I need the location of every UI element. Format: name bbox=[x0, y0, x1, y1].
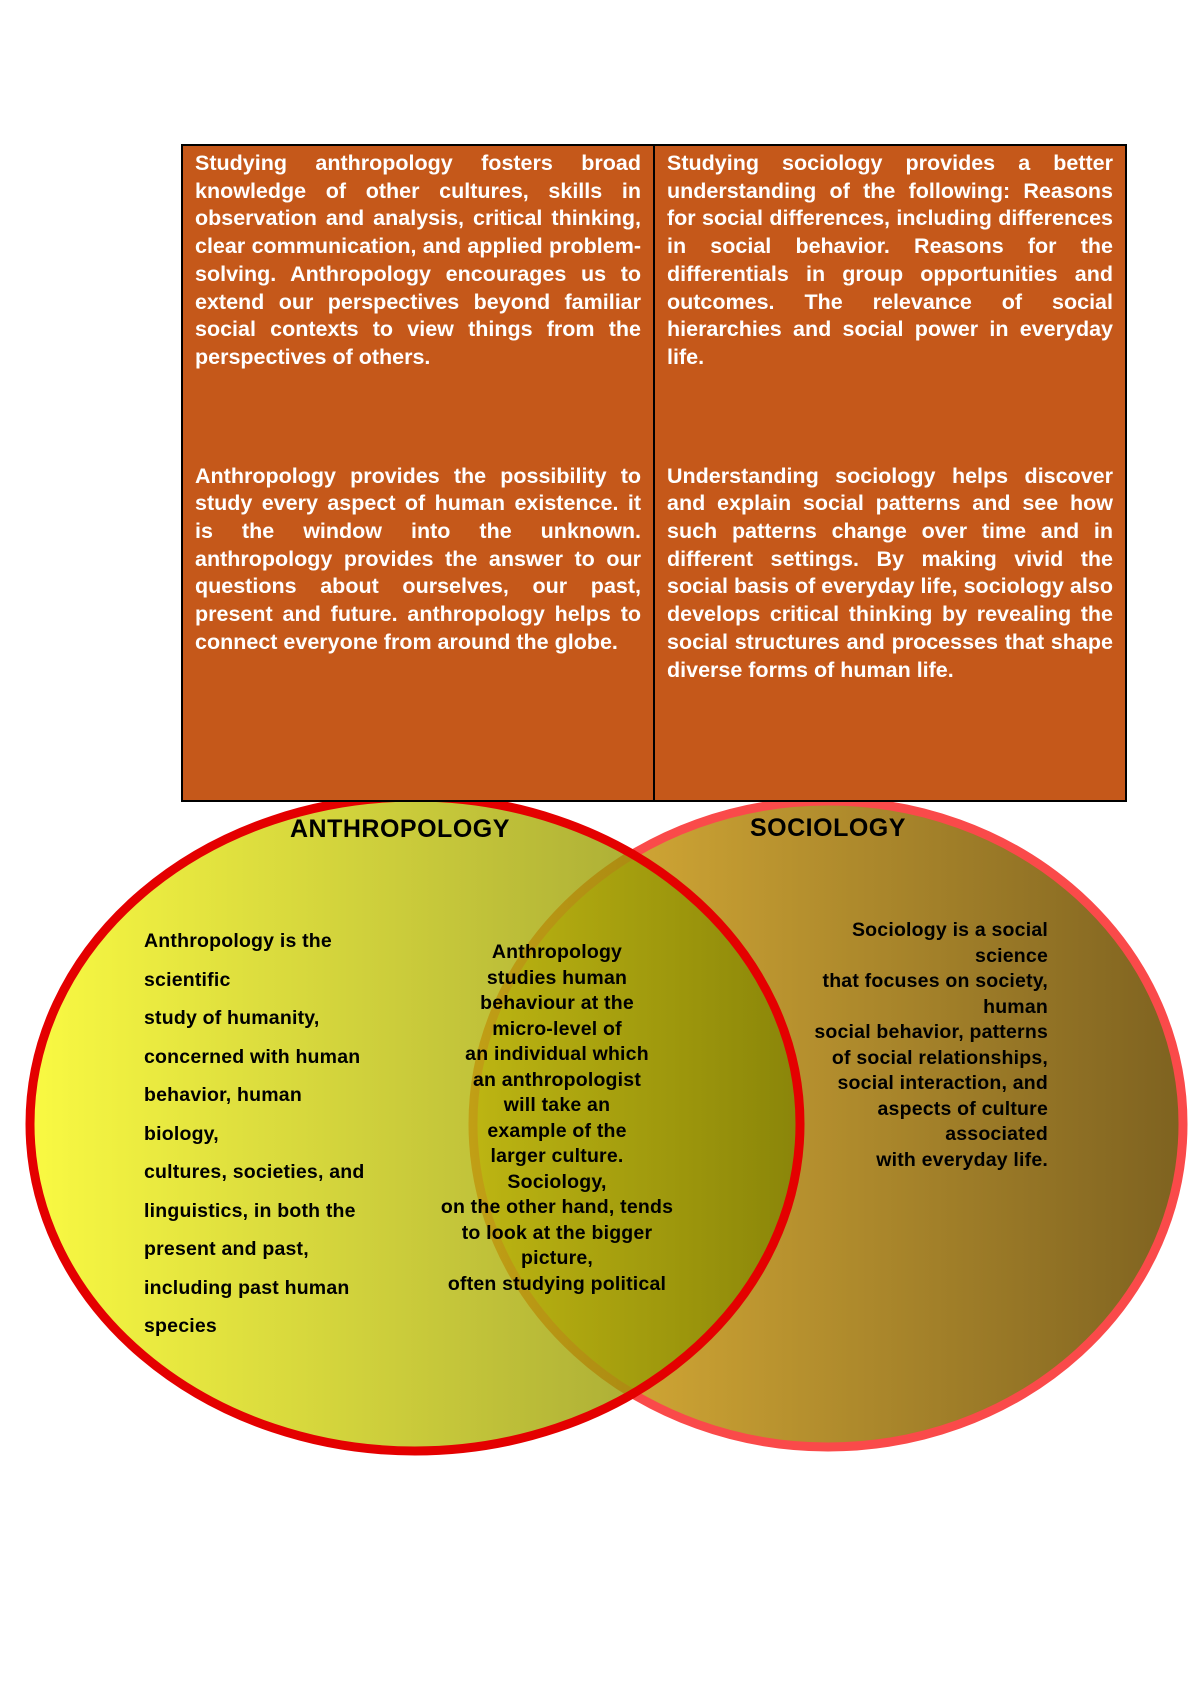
overlap-text: Anthropology studies human behaviour at the micro-level of an individual which an anthropologist will take an example of the larger culture. Sociology, on the other hand, tends to look at the bigger picture, often studying political bbox=[440, 941, 674, 1295]
anthropology-title: ANTHROPOLOGY bbox=[290, 815, 510, 843]
sociology-definition: Sociology is a social science that focuses on society, human social behavior, patterns of social relationships, social interaction, and aspects of culture associated with everyday life. bbox=[814, 919, 1048, 1171]
sociology-column bbox=[655, 146, 1125, 800]
anthropology-column bbox=[183, 146, 655, 800]
anthropology-definition: Anthropology is the scientific study of humanity, concerned with human behavior, human biology, cultures, societies, and linguistics, in both the present and past, including past human species bbox=[144, 930, 365, 1337]
sociology-paragraph-1: Studying sociology provides a better understanding of the following: Reasons for social differences, including differences in social behavior. Reasons for the differentials in group opportunities and outcomes. The relevance of social hierarchies and social power in everyday life. bbox=[667, 151, 1113, 369]
anthropology-paragraph-1: Studying anthropology fosters broad knowledge of other cultures, skills in observation and analysis, critical thinking, clear communication, and applied problem-solving. Anthropology encourages us to extend our perspectives beyond familiar social contexts to view things from the perspectives of others. bbox=[195, 151, 641, 369]
sociology-paragraph-2: Understanding sociology helps discover and explain social patterns and see how such patterns change over time and in different settings. By making vivid the social basis of everyday life, sociology also develops critical thinking by revealing the social structures and processes that shape diverse forms of human life. bbox=[667, 463, 1113, 682]
comparison-table bbox=[181, 144, 1127, 802]
anthropology-paragraph-2: Anthropology provides the possibility to study every aspect of human existence. it is the window into the unknown. anthropology provides the answer to our questions about ourselves, our past, present and future. anthropology helps to connect everyone from around the globe. bbox=[195, 463, 641, 654]
sociology-title: SOCIOLOGY bbox=[750, 814, 906, 842]
